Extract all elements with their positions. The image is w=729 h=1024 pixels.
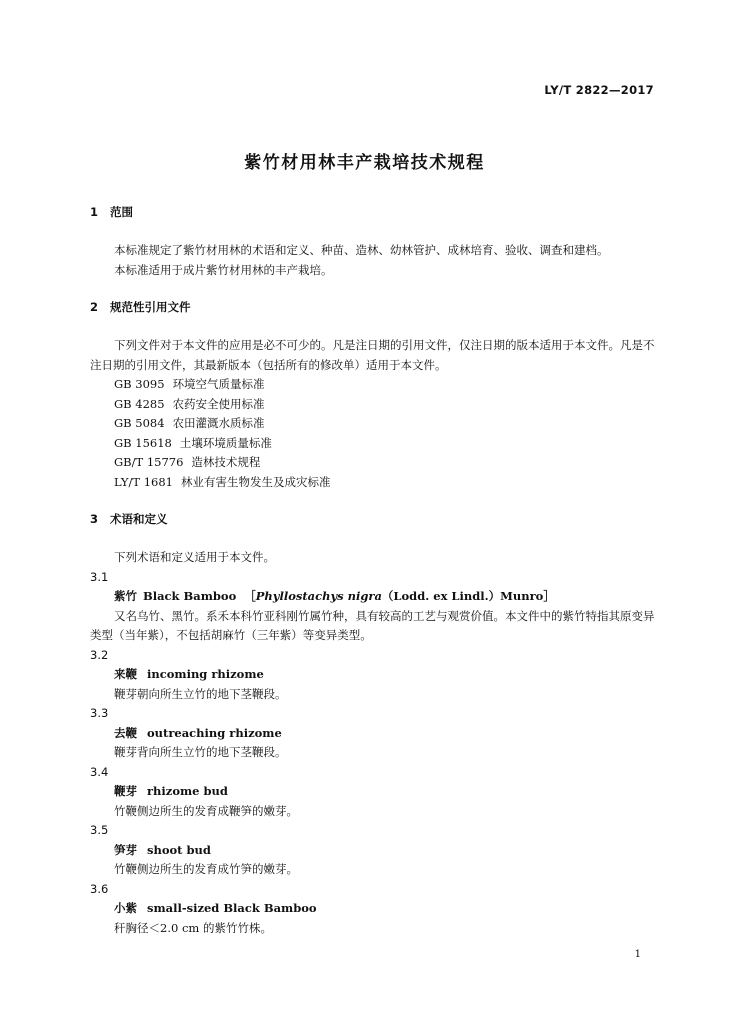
standard-code: LY/T 2822—2017 xyxy=(544,83,654,97)
reference-code: GB 4285 xyxy=(114,396,165,411)
term-en: outreaching rhizome xyxy=(147,725,282,740)
reference-item xyxy=(90,434,658,454)
bracket: ］ xyxy=(543,589,555,603)
term-en: small-sized Black Bamboo xyxy=(147,901,317,915)
term-entry xyxy=(90,665,658,685)
term-entry xyxy=(90,899,658,919)
reference-title: 环境空气质量标准 xyxy=(172,377,265,391)
term-definition: 竹鞭侧边所生的发育成鞭笋的嫩芽。 xyxy=(114,803,298,818)
reference-code: GB/T 15776 xyxy=(114,455,184,469)
reference-item xyxy=(90,395,658,415)
reference-item xyxy=(90,375,658,395)
reference-code: GB 3095 xyxy=(114,377,165,391)
section-heading-3 xyxy=(90,510,658,530)
document-body xyxy=(90,203,658,938)
reference-code: GB 15618 xyxy=(114,435,172,450)
reference-code: GB 5084 xyxy=(114,416,165,430)
term-en: shoot bud xyxy=(147,842,211,857)
paragraph: 本标准规定了紫竹材用林的术语和定义、种苗、造林、幼林管护、成林培育、验收、调查和建档。 xyxy=(114,243,609,257)
term-number: 3.3 xyxy=(90,706,109,720)
reference-item xyxy=(90,473,658,493)
paragraph: 下列文件对于本文件的应用是必不可少的。凡是注日期的引用文件，仅注日期的版本适用于本文件。凡是不注日期的引用文件，其最新版本（包括所有的修改单）适用于本文件。 xyxy=(90,338,655,372)
term-en: rhizome bud xyxy=(147,784,228,798)
term-number: 3.1 xyxy=(90,569,109,584)
term-zh: 笋芽 xyxy=(114,842,137,857)
term-zh: 紫竹 xyxy=(114,589,137,603)
reference-title: 林业有害生物发生及成灾标准 xyxy=(180,474,331,489)
term-en: incoming rhizome xyxy=(147,667,264,681)
reference-title: 土壤环境质量标准 xyxy=(179,435,272,450)
section-heading-1 xyxy=(90,203,658,223)
term-entry xyxy=(90,724,658,744)
section-heading-2 xyxy=(90,298,658,318)
term-entry xyxy=(90,587,658,607)
term-definition: 竹鞭侧边所生的发育成竹笋的嫩芽。 xyxy=(114,862,298,876)
reference-item xyxy=(90,414,658,434)
term-number: 3.6 xyxy=(90,881,109,896)
term-zh: 鞭芽 xyxy=(114,784,137,798)
reference-title: 农药安全使用标准 xyxy=(172,396,265,411)
reference-title: 造林技术规程 xyxy=(191,455,261,469)
term-zh: 去鞭 xyxy=(114,725,137,740)
scientific-name: Phyllostachys nigra xyxy=(255,589,382,603)
term-entry xyxy=(90,782,658,802)
document-title: 紫竹材用林丰产栽培技术规程 xyxy=(244,153,485,173)
section-number: 1 xyxy=(90,205,99,219)
term-definition: 又名乌竹、黑竹。系禾本科竹亚科刚竹属竹种，具有较高的工艺与观赏价值。本文件中的紫竹特指其原变异类型（当年紫），不包括胡麻竹（三年紫）等变异类型。 xyxy=(90,608,655,642)
paragraph: 本标准适用于成片紫竹材用林的丰产栽培。 xyxy=(114,262,333,277)
authority: （Lodd. ex Lindl.）Munro xyxy=(381,589,544,603)
section-title: 规范性引用文件 xyxy=(110,300,191,314)
term-entry xyxy=(90,841,658,861)
term-definition: 鞭芽朝向所生立竹的地下茎鞭段。 xyxy=(114,686,287,701)
section-number: 3 xyxy=(90,512,99,526)
term-definition: 秆胸径＜2.0 cm 的紫竹竹株。 xyxy=(114,920,272,935)
term-en: Black Bamboo xyxy=(143,589,237,603)
term-number: 3.5 xyxy=(90,823,109,837)
reference-code: LY/T 1681 xyxy=(114,474,173,489)
term-zh: 小紫 xyxy=(114,901,137,915)
bracket: ［ xyxy=(244,589,256,603)
paragraph: 下列术语和定义适用于本文件。 xyxy=(114,550,275,564)
term-number: 3.4 xyxy=(90,764,109,779)
section-number: 2 xyxy=(90,300,99,314)
reference-title: 农田灌溉水质标准 xyxy=(172,416,265,430)
section-title: 术语和定义 xyxy=(110,512,168,526)
reference-item xyxy=(90,453,658,473)
term-number: 3.2 xyxy=(90,647,109,662)
term-definition: 鞭芽背向所生立竹的地下茎鞭段。 xyxy=(114,745,287,759)
term-zh: 来鞭 xyxy=(114,667,137,681)
section-title: 范围 xyxy=(110,205,133,219)
page-number: 1 xyxy=(634,949,641,960)
